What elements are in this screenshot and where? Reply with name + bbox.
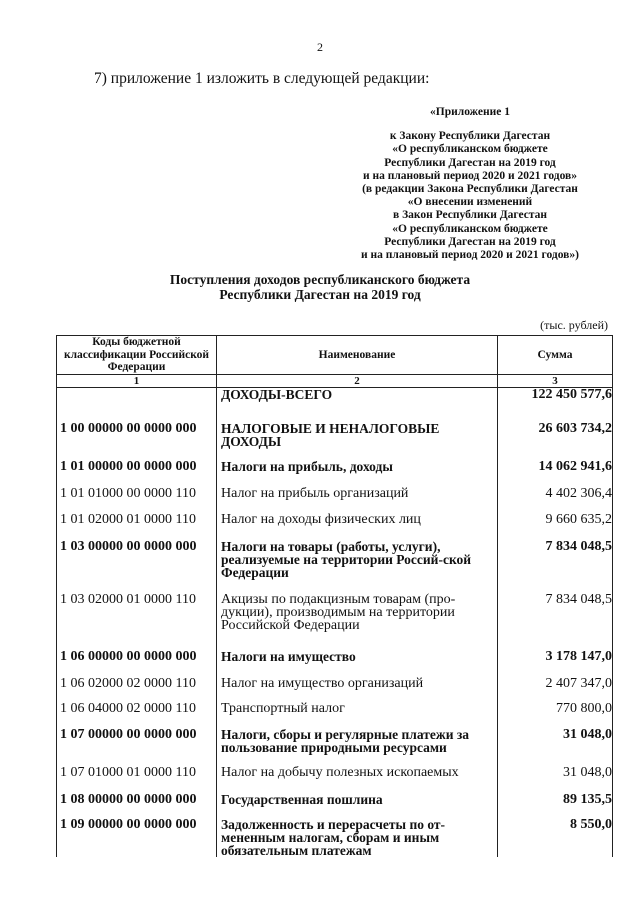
- row-name: НАЛОГОВЫЕ И НЕНАЛОГОВЫЕ ДОХОДЫ: [217, 422, 498, 460]
- row-code: 1 03 02000 01 0000 110: [57, 593, 217, 650]
- row-name: Налог на прибыль организаций: [217, 487, 498, 513]
- row-name: Налог на доходы физических лиц: [217, 513, 498, 540]
- column-number-row: [57, 375, 613, 388]
- row-code: [57, 388, 217, 422]
- table-row: [57, 460, 613, 487]
- row-name: Налог на добычу полезных ископаемых: [217, 766, 498, 793]
- table-row: [57, 766, 613, 793]
- table-row: [57, 487, 613, 513]
- appendix-block: [332, 106, 608, 262]
- page-number: 2: [317, 40, 323, 54]
- row-sum: 26 603 734,2: [498, 422, 613, 460]
- row-code: 1 06 00000 00 0000 000: [57, 650, 217, 677]
- row-sum: 122 450 577,6: [498, 388, 613, 422]
- table-row: [57, 422, 613, 460]
- column-number: 3: [498, 375, 613, 388]
- row-code: 1 00 00000 00 0000 000: [57, 422, 217, 460]
- appendix-line: в Закон Республики Дагестан: [393, 209, 547, 222]
- column-number: 1: [57, 375, 217, 388]
- row-sum: 7 834 048,5: [498, 593, 613, 650]
- row-code: 1 06 04000 02 0000 110: [57, 702, 217, 728]
- row-name: Налоги на прибыль, доходы: [217, 460, 498, 487]
- table-row: [57, 793, 613, 818]
- row-name: Налоги, сборы и регулярные платежи за пользование природными ресурсами: [217, 728, 498, 766]
- row-name: Транспортный налог: [217, 702, 498, 728]
- appendix-line: и на плановый период 2020 и 2021 годов»): [361, 249, 579, 262]
- table-row: [57, 650, 613, 677]
- table-row: [57, 513, 613, 540]
- row-code: 1 01 00000 00 0000 000: [57, 460, 217, 487]
- row-name: Налоги на товары (работы, услуги), реализуемые на территории Россий-ской Федерации: [217, 540, 498, 593]
- table-row: [57, 728, 613, 766]
- appendix-line: (в редакции Закона Республики Дагестан: [362, 183, 578, 196]
- row-code: 1 07 00000 00 0000 000: [57, 728, 217, 766]
- row-name: Налог на имущество организаций: [217, 677, 498, 702]
- row-code: 1 09 00000 00 0000 000: [57, 818, 217, 857]
- document-title: [0, 272, 640, 302]
- document-title-line-1: Поступления доходов республиканского бюджета: [169, 272, 471, 287]
- row-sum: 3 178 147,0: [498, 650, 613, 677]
- row-sum: 31 048,0: [498, 766, 613, 793]
- table-row: [57, 540, 613, 593]
- row-sum: 770 800,0: [498, 702, 613, 728]
- appendix-line: «О республиканском бюджете: [392, 222, 548, 235]
- row-sum: 89 135,5: [498, 793, 613, 818]
- revenue-table: [56, 335, 613, 857]
- row-sum: 4 402 306,4: [498, 487, 613, 513]
- appendix-line: к Закону Республики Дагестан: [389, 130, 551, 143]
- document-title-line-2: Республики Дагестан на 2019 год: [219, 287, 421, 302]
- row-name: Акцизы по подакцизным товарам (про-дукции), производимым на территории Российской Федерации: [217, 593, 498, 650]
- header-sum: Сумма: [498, 336, 613, 375]
- row-code: 1 07 01000 01 0000 110: [57, 766, 217, 793]
- row-sum: 7 834 048,5: [498, 540, 613, 593]
- appendix-title: «Приложение 1: [430, 106, 510, 118]
- appendix-line: «О внесении изменений: [407, 196, 533, 209]
- row-name: ДОХОДЫ-ВСЕГО: [217, 388, 498, 422]
- appendix-line: Республики Дагестан на 2019 год: [384, 156, 556, 169]
- table-row: [57, 593, 613, 650]
- column-number: 2: [217, 375, 498, 388]
- table-row: [57, 677, 613, 702]
- row-code: 1 06 02000 02 0000 110: [57, 677, 217, 702]
- intro-text: 7) приложение 1 изложить в следующей редакции:: [94, 70, 430, 87]
- row-name: Задолженность и перерасчеты по от-мененным налогам, сборам и иным обязательным платежам: [217, 818, 498, 857]
- row-code: 1 01 02000 01 0000 110: [57, 513, 217, 540]
- table-row: [57, 388, 613, 422]
- table-row: [57, 818, 613, 857]
- row-code: 1 01 01000 00 0000 110: [57, 487, 217, 513]
- header-code: Коды бюджетной классификации Российской Федерации: [57, 336, 217, 375]
- header-name: Наименование: [217, 336, 498, 375]
- units-note: (тыс. рублей): [540, 318, 608, 332]
- table-body: [57, 388, 613, 857]
- appendix-line: «О республиканском бюджете: [392, 143, 548, 156]
- row-sum: 9 660 635,2: [498, 513, 613, 540]
- table-header-row: [57, 336, 613, 375]
- appendix-line: Республики Дагестан на 2019 год: [384, 235, 556, 248]
- row-code: 1 08 00000 00 0000 000: [57, 793, 217, 818]
- row-sum: 8 550,0: [498, 818, 613, 857]
- row-sum: 2 407 347,0: [498, 677, 613, 702]
- appendix-line: и на плановый период 2020 и 2021 годов»: [362, 169, 578, 182]
- row-sum: 31 048,0: [498, 728, 613, 766]
- row-name: Государственная пошлина: [217, 793, 498, 818]
- row-sum: 14 062 941,6: [498, 460, 613, 487]
- row-code: 1 03 00000 00 0000 000: [57, 540, 217, 593]
- table-row: [57, 702, 613, 728]
- row-name: Налоги на имущество: [217, 650, 498, 677]
